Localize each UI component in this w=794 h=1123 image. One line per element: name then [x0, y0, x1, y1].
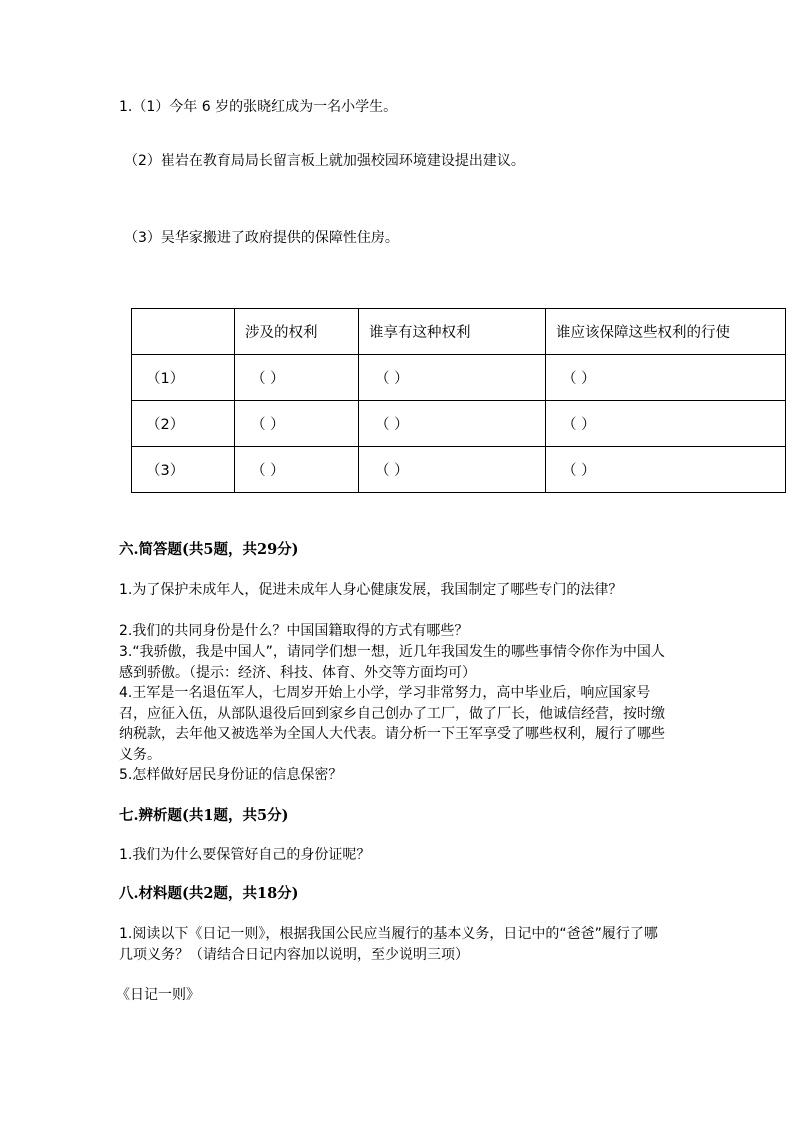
section-6-question-3: 3.“我骄傲，我是中国人”，请同学们想一想，近几年我国发生的哪些事情令你作为中国人感到骄傲。（提示：经济、科技、体育、外交等方面均可）	[119, 644, 665, 681]
section-6-question-5: 5.怎样做好居民身份证的信息保密？	[119, 767, 343, 783]
table-row-label: （3）	[132, 447, 235, 493]
answer-blank[interactable]: （ ）	[359, 447, 546, 493]
scenario-3: （3）吴华家搬进了政府提供的保障性住房。	[124, 230, 399, 246]
section-6-question-4: 4.王军是一名退伍军人，七周岁开始上小学，学习非常努力，高中毕业后，响应国家号召，应征入伍，从部队退役后回到家乡自己创办了工厂，做了厂长，他诚信经营，按时缴纳税款，去年他又被选举为全国人大代表。请分析一下王军享受了哪些权利，履行了哪些义务。	[119, 685, 665, 763]
table-row-label: （1）	[132, 355, 235, 401]
section-7-title: 七.辨析题(共1题，共5分)	[119, 807, 289, 824]
section-8-question-1: 1.阅读以下《日记一则》，根据我国公民应当履行的基本义务，日记中的“爸爸”履行了哪几项义务？（请结合日记内容加以说明，至少说明三项）	[119, 926, 658, 963]
section-6-question-1: 1.为了保护未成年人，促进未成年人身心健康发展，我国制定了哪些专门的法律？	[119, 582, 623, 598]
answer-blank[interactable]: （ ）	[359, 355, 546, 401]
answer-blank[interactable]: （ ）	[359, 401, 546, 447]
scenario-2: （2）崔岩在教育局局长留言板上就加强校园环境建设提出建议。	[124, 153, 525, 169]
table-row	[132, 447, 786, 493]
table-header-row	[132, 309, 786, 355]
table-header-guarantor: 谁应该保障这些权利的行使	[546, 309, 786, 355]
rights-table	[131, 308, 786, 493]
answer-blank[interactable]: （ ）	[546, 447, 786, 493]
answer-blank[interactable]: （ ）	[235, 401, 359, 447]
scenario-1: 1.（1）今年 6 岁的张晓红成为一名小学生。	[119, 99, 398, 115]
table-header-corner	[132, 309, 235, 355]
answer-blank[interactable]: （ ）	[546, 355, 786, 401]
table-row	[132, 401, 786, 447]
answer-blank[interactable]: （ ）	[235, 447, 359, 493]
section-6-question-2: 2.我们的共同身份是什么？中国国籍取得的方式有哪些？	[119, 623, 469, 639]
table-row-label: （2）	[132, 401, 235, 447]
material-title: 《日记一则》	[116, 987, 200, 1003]
answer-blank[interactable]: （ ）	[235, 355, 359, 401]
table-row	[132, 355, 786, 401]
answer-blank[interactable]: （ ）	[546, 401, 786, 447]
section-8-title: 八.材料题(共2题，共18分)	[119, 885, 299, 902]
section-7-question-1: 1.我们为什么要保管好自己的身份证呢？	[119, 847, 371, 863]
section-6-title: 六.简答题(共5题，共29分)	[119, 541, 299, 558]
table-header-holder: 谁享有这种权利	[359, 309, 546, 355]
table-header-right: 涉及的权利	[235, 309, 359, 355]
